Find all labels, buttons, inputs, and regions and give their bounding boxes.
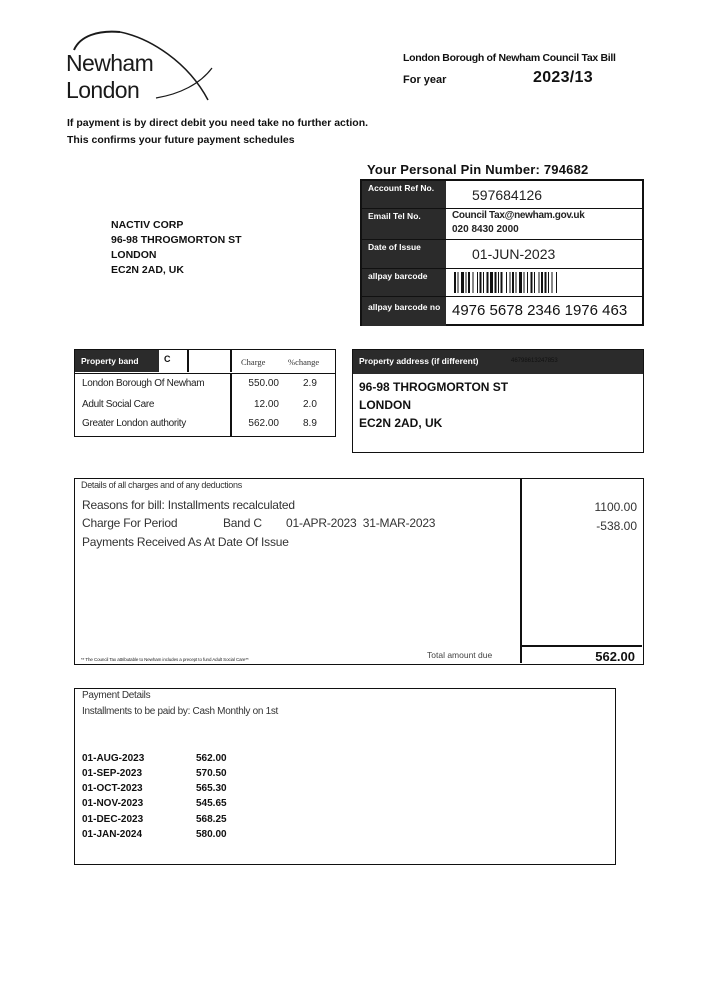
band-row-charge: 550.00 [248, 378, 279, 389]
charge-period-band: Band C [223, 516, 262, 530]
property-address-lines [359, 378, 508, 432]
band-row-pct: 8.9 [303, 418, 317, 429]
divider [230, 374, 232, 436]
addressee-line: 96-98 THROGMORTON ST [111, 234, 242, 246]
installment-row [82, 753, 282, 769]
barcode-row [362, 269, 642, 297]
payment-method: Installments to be paid by: Cash Monthly on 1st [82, 706, 279, 717]
installment-date: 01-NOV-2023 [82, 798, 144, 809]
account-ref-row [362, 181, 642, 209]
installment-amount: 562.00 [196, 753, 227, 764]
divider [520, 479, 522, 663]
total-due-value: 562.00 [595, 649, 635, 664]
total-due-label: Total amount due [427, 650, 493, 660]
payment-amount: -538.00 [596, 519, 637, 533]
installment-amount: 545.65 [196, 798, 227, 809]
property-address-line: 96-98 THROGMORTON ST [359, 380, 509, 394]
installment-date: 01-SEP-2023 [82, 768, 143, 779]
band-row-charge: 562.00 [248, 418, 279, 429]
charges-header: Details of all charges and of any deductions [81, 480, 242, 490]
charges-box [74, 478, 644, 665]
addressee-line: EC2N 2AD, UK [111, 264, 184, 276]
issue-date-value: 01-JUN-2023 [472, 246, 556, 262]
divider [230, 350, 232, 372]
installment-date: 01-DEC-2023 [82, 814, 144, 825]
charges-footnote: ** The Council Tax attributable to Newham includes a precept to fund Adult Social Care** [81, 657, 249, 662]
property-address-line: EC2N 2AD, UK [359, 416, 443, 430]
newham-logo [60, 28, 230, 102]
property-band-table [74, 349, 336, 437]
installment-amount: 568.25 [196, 814, 227, 825]
divider [187, 350, 189, 372]
tel-value: 020 8430 2000 [452, 224, 519, 235]
charge-period-dates: 01-APR-2023 31-MAR-2023 [286, 516, 436, 530]
installment-row [82, 798, 282, 814]
property-band-value: C [164, 354, 171, 364]
contact-row [362, 209, 642, 240]
payment-details-box [74, 688, 616, 865]
issue-date-label: Date of Issue [362, 240, 446, 268]
account-ref-value: 597684126 [472, 187, 543, 203]
installment-amount: 580.00 [196, 829, 227, 840]
band-row-name: Greater London authority [82, 418, 186, 429]
property-band-header [75, 350, 335, 374]
year-value: 2023/13 [533, 69, 593, 86]
email-value: Council Tax@newham.gov.uk [452, 210, 585, 221]
addressee-block [111, 218, 242, 278]
payments-received-label: Payments Received As At Date Of Issue [82, 535, 289, 549]
installment-row [82, 829, 282, 845]
barcode-icon [454, 272, 636, 293]
barcode-label: allpay barcode [362, 269, 446, 296]
pct-column-header: %change [288, 357, 320, 367]
installment-date: 01-OCT-2023 [82, 783, 143, 794]
year-label: For year [403, 74, 447, 86]
installment-amount: 570.50 [196, 768, 227, 779]
property-band-label: Property band [75, 350, 159, 372]
band-row-pct: 2.9 [303, 378, 317, 389]
charge-amount: 1100.00 [594, 500, 637, 514]
charge-period-label: Charge For Period [82, 516, 178, 530]
barcode-no-value: 4976 5678 2346 1976 463 [452, 302, 628, 319]
barcode-no-label: allpay barcode no [362, 297, 446, 326]
barcode-no-row [362, 297, 642, 326]
installment-date: 01-JAN-2024 [82, 829, 143, 840]
bill-reason: Reasons for bill: Installments recalculated [82, 498, 295, 512]
band-row-name: London Borough Of Newham [82, 378, 205, 389]
band-row-name: Adult Social Care [82, 399, 155, 410]
logo-text: Newham London [66, 50, 154, 103]
property-address-box [352, 349, 644, 453]
contact-label: Email Tel No. [362, 209, 446, 239]
installment-row [82, 814, 282, 830]
addressee-line: LONDON [111, 249, 157, 261]
bill-title: London Borough of Newham Council Tax Bill [403, 52, 616, 64]
charge-column-header: Charge [241, 357, 266, 367]
account-ref-label: Account Ref No. [362, 181, 446, 208]
payment-details-header: Payment Details [82, 690, 151, 701]
property-address-label: Property address (if different) [359, 356, 479, 366]
divider [520, 645, 642, 647]
band-row-pct: 2.0 [303, 399, 317, 410]
account-table [360, 179, 644, 326]
issue-date-row [362, 240, 642, 269]
band-row-charge: 12.00 [253, 399, 279, 410]
installment-row [82, 768, 282, 784]
installment-row [82, 783, 282, 799]
installment-date: 01-AUG-2023 [82, 753, 145, 764]
property-address-line: LONDON [359, 398, 411, 412]
addressee-line: NACTIV CORP [111, 219, 184, 231]
installment-amount: 565.30 [196, 783, 227, 794]
personal-pin: Your Personal Pin Number: 794682 [367, 162, 589, 177]
direct-debit-note: If payment is by direct debit you need take no further action. This confirms your future payment schedules [67, 117, 369, 146]
property-address-header [353, 350, 643, 374]
property-ref-number: 46798613247853 [511, 358, 558, 364]
